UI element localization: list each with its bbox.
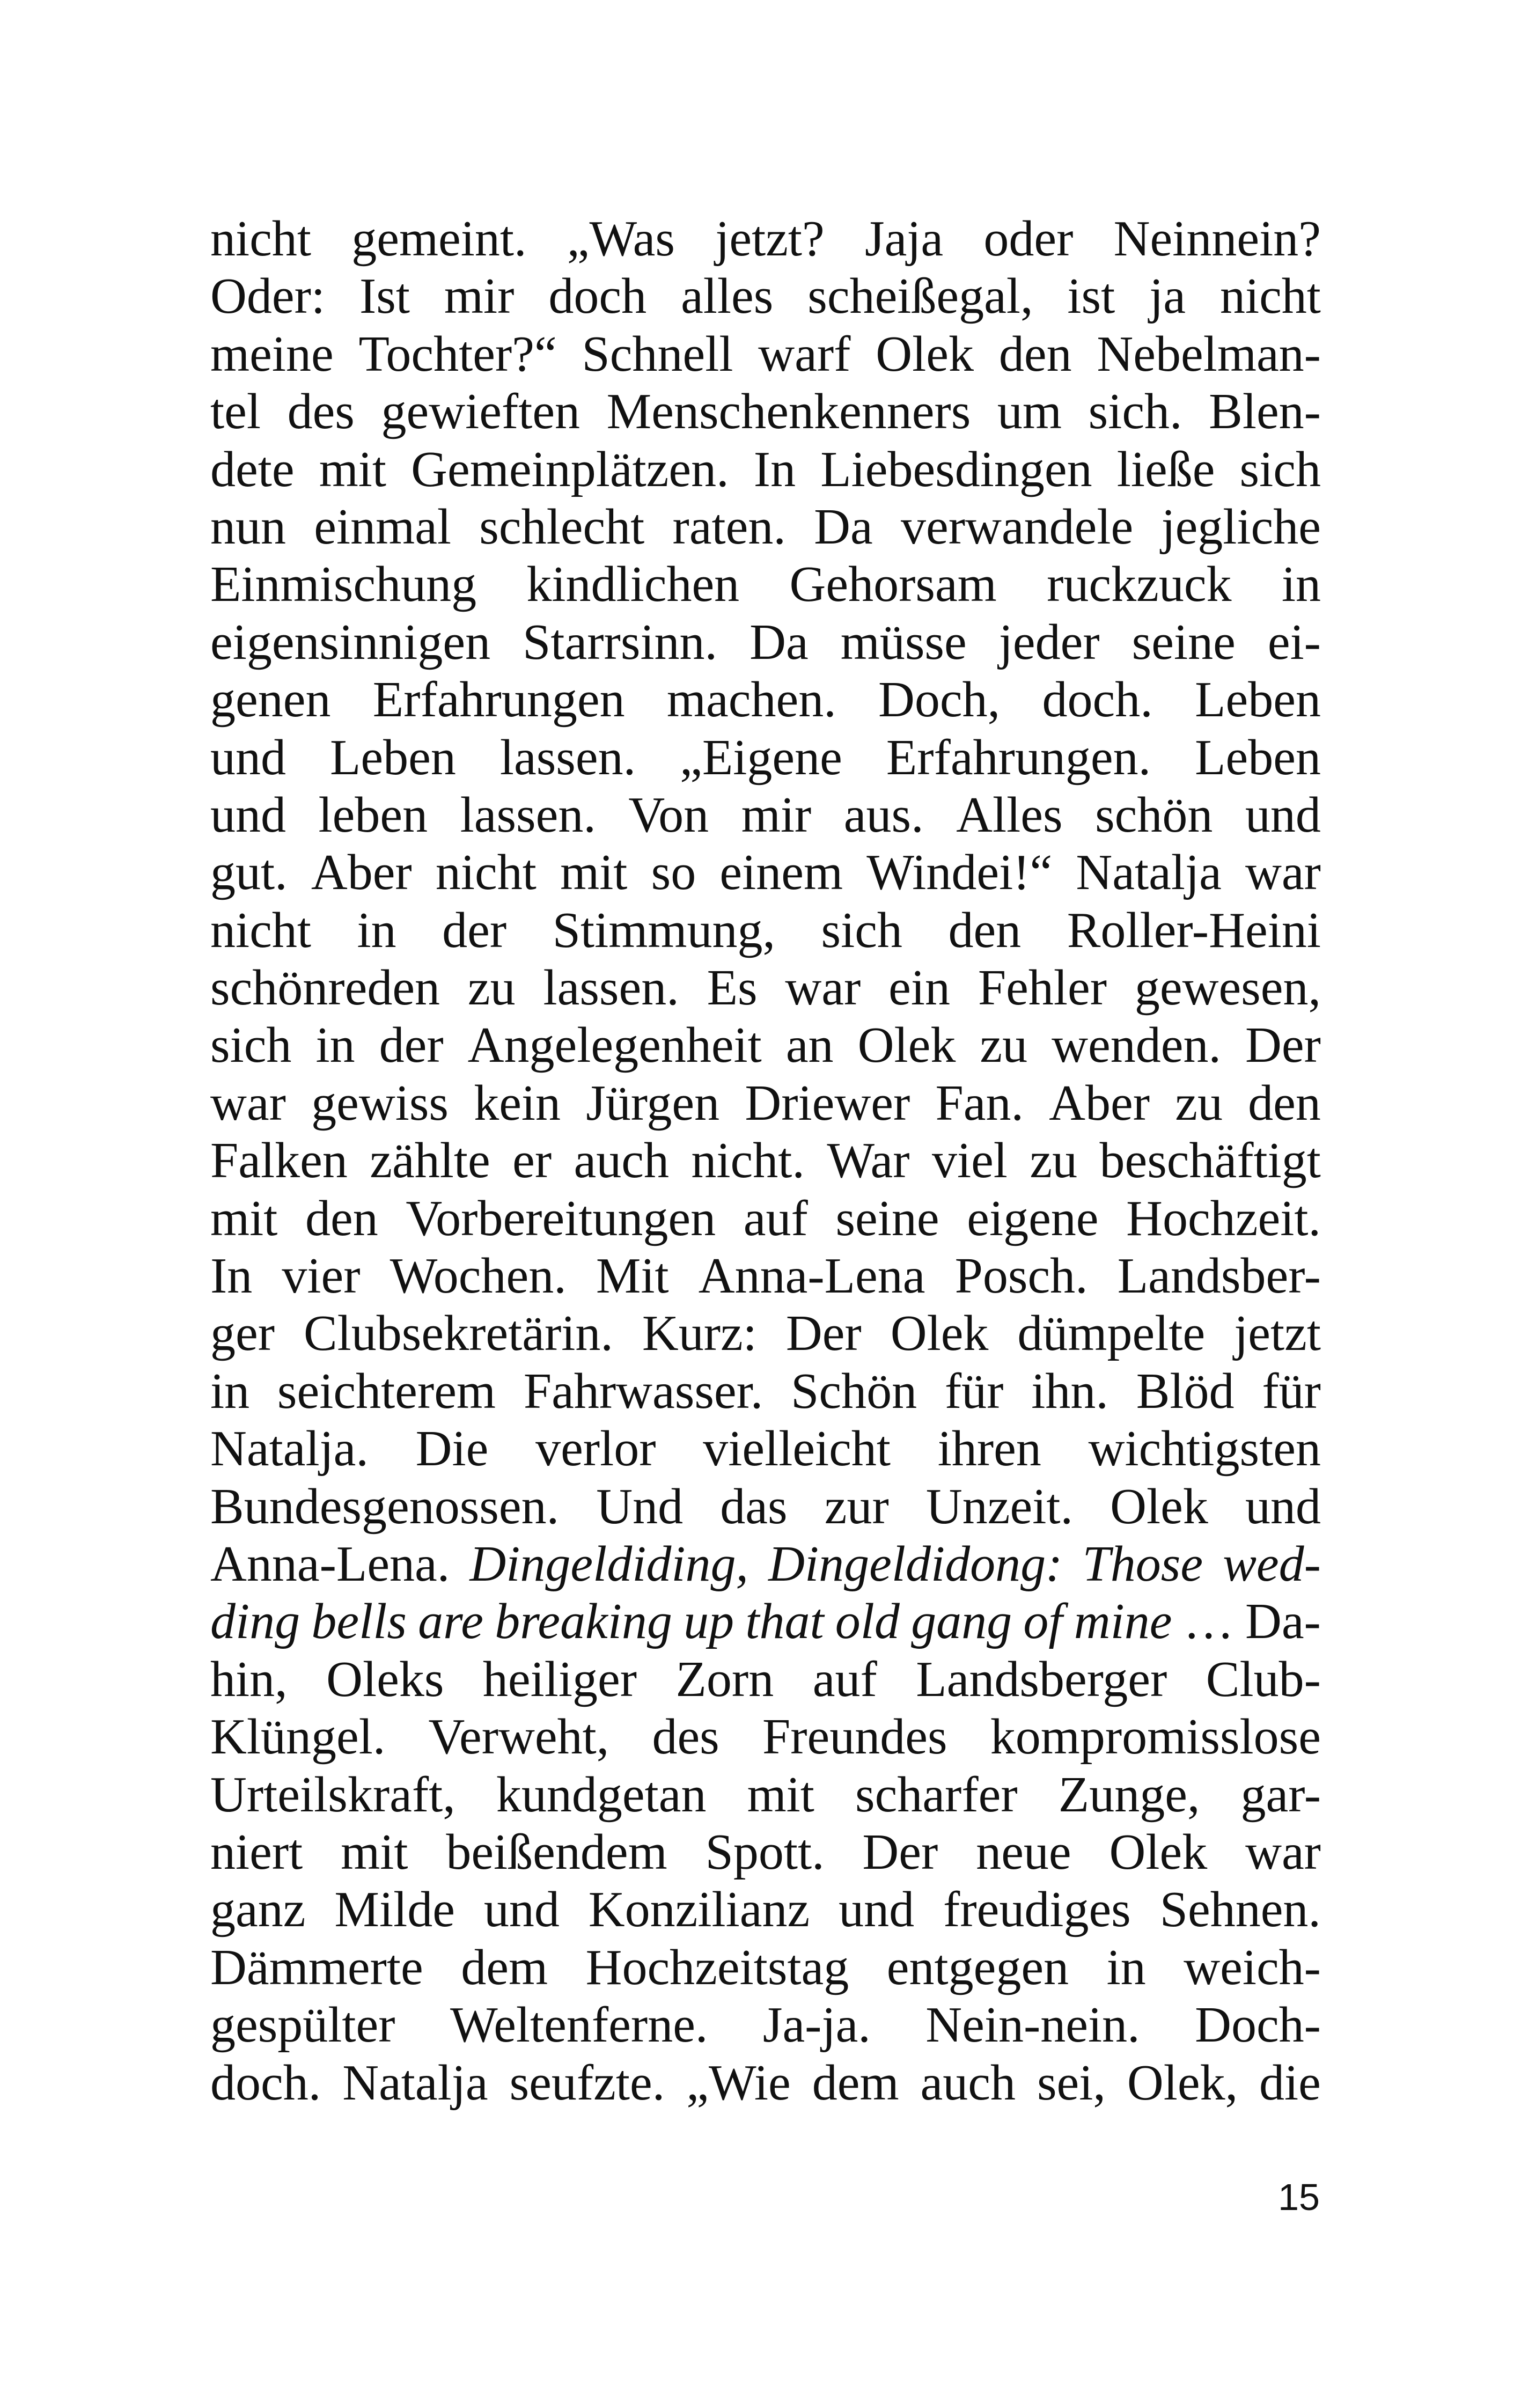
text-line (210, 1881, 1321, 1939)
word: nicht (210, 211, 311, 267)
word: und (210, 787, 286, 843)
word: kindlichen (526, 556, 740, 613)
text-line (210, 1939, 1321, 1996)
word: Zunge, (1058, 1766, 1200, 1823)
word: Dämmerte (210, 1939, 423, 1995)
word: scharfer (855, 1766, 1018, 1823)
text-line (210, 787, 1321, 844)
word: gut. (210, 845, 288, 901)
word: kompromisslose (990, 1709, 1321, 1765)
word: den (998, 326, 1072, 382)
text-line (210, 556, 1321, 613)
word: beißendem (446, 1824, 667, 1880)
word: und (210, 729, 286, 785)
word: Roller-Heini (1067, 902, 1321, 958)
italic-word: Those (1082, 1536, 1203, 1592)
word: an (785, 1017, 834, 1074)
word: In (210, 1248, 253, 1304)
word: Menschenkenners (606, 384, 971, 440)
word: Und (596, 1478, 684, 1535)
word: mit (319, 441, 387, 497)
word: Von (628, 787, 709, 843)
word: Die (415, 1421, 489, 1477)
word: Natalja. (210, 1421, 369, 1477)
italic-word: up (684, 1594, 734, 1650)
word: schlecht (479, 498, 645, 555)
word: freudiges (943, 1882, 1131, 1938)
word: lassen. (499, 729, 636, 785)
word: Unzeit. (925, 1478, 1073, 1535)
text-line (210, 1132, 1321, 1190)
text-line (210, 1651, 1321, 1708)
word: Clubsekretärin. (303, 1305, 613, 1362)
word: Natalja (1076, 845, 1222, 901)
word: Freundes (762, 1709, 947, 1765)
word: Konzilianz (588, 1882, 810, 1938)
word: dete (210, 441, 295, 497)
word: ein (888, 960, 951, 1016)
word: Der (785, 1305, 862, 1362)
word: verwandele (901, 498, 1134, 555)
text-line (210, 441, 1321, 498)
word: Hochzeit. (1126, 1190, 1321, 1246)
word: Stimmung, (552, 902, 775, 958)
text-line (210, 1017, 1321, 1074)
word: Kurz: (642, 1305, 757, 1362)
word: für (944, 1363, 1004, 1419)
word: Anna-Lena. (210, 1536, 450, 1592)
text-line (210, 1996, 1321, 2054)
word: Olek (876, 326, 974, 382)
word: … (1183, 1594, 1234, 1650)
word: kundgetan (496, 1766, 707, 1823)
word: ihren (937, 1421, 1041, 1477)
text-line (210, 1824, 1321, 1881)
italic-word: Dingeldiding, (469, 1536, 748, 1592)
word: Fan. (935, 1075, 1024, 1131)
word: gewieften (381, 384, 581, 440)
word: Nein-nein. (925, 1997, 1140, 2053)
text-line (210, 1075, 1321, 1132)
word: weich- (1184, 1939, 1321, 1995)
word: Landsberger (916, 1651, 1167, 1707)
word: nun (210, 498, 286, 555)
word: vier (282, 1248, 361, 1304)
word: „Eigene (680, 729, 842, 785)
word: Blöd (1136, 1363, 1235, 1419)
word: war (210, 1075, 286, 1131)
italic-word: old (835, 1594, 900, 1650)
word: aus. (843, 787, 924, 843)
text-line (210, 729, 1321, 787)
word: Da (814, 498, 873, 555)
text-line (210, 1766, 1321, 1824)
text-line (210, 1247, 1321, 1305)
word: Aber (311, 845, 412, 901)
text-line (210, 2054, 1321, 2112)
word: Landsber- (1117, 1248, 1321, 1304)
word: Da- (1245, 1594, 1321, 1650)
word: den (305, 1190, 378, 1246)
word: Der (862, 1824, 938, 1880)
word: doch. (210, 2054, 321, 2111)
word: seufzte. (509, 2054, 665, 2111)
word: Wochen. (390, 1248, 567, 1304)
word: auch (920, 2054, 1016, 2111)
word: Spott. (705, 1824, 825, 1880)
word: des (287, 384, 355, 440)
word: sich. (1088, 384, 1182, 440)
word: sich (821, 902, 902, 958)
word: in (357, 902, 396, 958)
word: lassen. (460, 787, 596, 843)
word: dem (812, 2054, 899, 2111)
word: zu (1175, 1075, 1223, 1131)
word: Olek (1109, 1824, 1208, 1880)
word: war (1245, 1824, 1321, 1880)
word: auf (812, 1651, 877, 1707)
word: Der (1245, 1017, 1321, 1074)
text-line (210, 1536, 1321, 1593)
word: Ist (359, 268, 410, 325)
word: eigensinnigen (210, 614, 491, 670)
word: Fehler (978, 960, 1107, 1016)
word: auf (743, 1190, 808, 1246)
word: Oder: (210, 268, 326, 325)
word: Gehorsam (789, 556, 997, 613)
word: entgegen (886, 1939, 1069, 1995)
italic-word: Dingeldidong: (768, 1536, 1063, 1592)
word: Zorn (675, 1651, 774, 1707)
word: gewesen, (1134, 960, 1321, 1016)
word: und (839, 1882, 915, 1938)
word: Da (750, 614, 809, 670)
word: zur (824, 1478, 889, 1535)
word: ruckzuck (1047, 556, 1232, 613)
word: war (1245, 845, 1321, 901)
text-line (210, 326, 1321, 383)
word: die (1259, 2054, 1321, 2111)
word: Olek, (1127, 2054, 1238, 2111)
italic-word: gang (911, 1594, 1012, 1650)
word: Olek (1110, 1478, 1208, 1535)
word: seine (835, 1190, 939, 1246)
word: der (442, 902, 507, 958)
word: jeder (998, 614, 1100, 670)
word: zu (980, 1017, 1028, 1074)
text-line (210, 902, 1321, 959)
word: eigene (967, 1190, 1099, 1246)
word: war (785, 960, 861, 1016)
word: ja (1149, 268, 1186, 325)
word: Leben (1195, 729, 1321, 785)
text-line (210, 671, 1321, 729)
word: meine (210, 326, 334, 382)
word: Hochzeitstag (585, 1939, 849, 1995)
text-line (210, 1190, 1321, 1247)
word: und (1245, 787, 1321, 843)
word: nicht (1219, 268, 1321, 325)
word: Urteilskraft, (210, 1766, 455, 1823)
word: in (1106, 1939, 1146, 1995)
word: raten. (672, 498, 786, 555)
word: er (512, 1133, 552, 1189)
word: für (1262, 1363, 1321, 1419)
word: Leben (1195, 672, 1321, 728)
italic-word: ding (210, 1594, 300, 1650)
word: wenden. (1052, 1017, 1221, 1074)
word: Gemeinplätzen. (411, 441, 729, 497)
word: Jürgen (586, 1075, 720, 1131)
word: Einmischung (210, 556, 477, 613)
italic-word: that (745, 1594, 824, 1650)
word: Natalja (342, 2054, 488, 2111)
word: schön (1095, 787, 1213, 843)
word: Jaja (865, 211, 944, 267)
word: Aber (1049, 1075, 1150, 1131)
word: heiliger (482, 1651, 637, 1707)
word: Doch- (1195, 1997, 1321, 2053)
word: vielleicht (703, 1421, 891, 1477)
word: Liebesdingen (820, 441, 1092, 497)
word: viel (931, 1133, 1008, 1189)
word: sich (210, 1017, 292, 1074)
word: mit (560, 845, 628, 901)
text-line (210, 383, 1321, 441)
word: den (948, 902, 1022, 958)
text-line (210, 844, 1321, 901)
word: Club- (1206, 1651, 1321, 1707)
word: in (315, 1017, 355, 1074)
word: Weltenferne. (450, 1997, 708, 2053)
word: mit (341, 1824, 408, 1880)
word: Klüngel. (210, 1709, 386, 1765)
word: Anna-Lena (698, 1248, 925, 1304)
word: Ja-ja. (762, 1997, 871, 2053)
word: in (1281, 556, 1321, 613)
word: Bundesgenossen. (210, 1478, 560, 1535)
word: niert (210, 1824, 303, 1880)
word: machen. (666, 672, 836, 728)
word: Doch, (878, 672, 1001, 728)
word: Blen- (1209, 384, 1321, 440)
word: alles (681, 268, 774, 325)
word: schönreden (210, 960, 440, 1016)
word: gespülter (210, 1997, 395, 2053)
word: Verweht, (428, 1709, 609, 1765)
word: um (997, 384, 1062, 440)
word: gar- (1240, 1766, 1321, 1823)
text-line (210, 498, 1321, 556)
word: der (379, 1017, 444, 1074)
word: Starrsinn. (523, 614, 718, 670)
word: sich (1239, 441, 1321, 497)
word: Nebelman- (1097, 326, 1321, 382)
word: einmal (314, 498, 452, 555)
word: „Wie (686, 2054, 791, 2111)
word: ihn. (1031, 1363, 1108, 1419)
word: zu (467, 960, 516, 1016)
italic-word: breaking (495, 1594, 672, 1650)
word: einem (719, 845, 843, 901)
word: nicht (210, 902, 311, 958)
word: genen (210, 672, 331, 728)
word: Erfahrungen. (886, 729, 1151, 785)
word: gemeint. (351, 211, 527, 267)
word: Falken (210, 1133, 348, 1189)
word: jetzt (1234, 1305, 1321, 1362)
word: Leben (330, 729, 456, 785)
text-line (210, 1420, 1321, 1478)
word: zu (1030, 1133, 1078, 1189)
word: doch (548, 268, 647, 325)
word: Fahrwasser. (523, 1363, 763, 1419)
word: Neinnein? (1113, 211, 1321, 267)
word: Erfahrungen (372, 672, 625, 728)
word: zählte (370, 1133, 490, 1189)
word: jegliche (1161, 498, 1321, 555)
word: ganz (210, 1882, 306, 1938)
word: Oleks (326, 1651, 444, 1707)
word: seichterem (277, 1363, 496, 1419)
word: oder (983, 211, 1074, 267)
italic-word: mine (1074, 1594, 1172, 1650)
word: hin, (210, 1651, 288, 1707)
text-line (210, 1363, 1321, 1420)
word: beschäftigt (1099, 1133, 1321, 1189)
word: leben (318, 787, 428, 843)
italic-word: bells (311, 1594, 407, 1650)
word: so (651, 845, 696, 901)
word: ließe (1116, 441, 1215, 497)
word: mit (747, 1766, 814, 1823)
word: Es (707, 960, 758, 1016)
word: In (753, 441, 796, 497)
text-line (210, 268, 1321, 325)
word: dem (461, 1939, 548, 1995)
word: lassen. (543, 960, 679, 1016)
word: Driewer (745, 1075, 910, 1131)
word: ei- (1267, 614, 1321, 670)
text-line (210, 959, 1321, 1017)
word: in (210, 1363, 250, 1419)
word: und (483, 1882, 560, 1938)
word: kein (474, 1075, 561, 1131)
word: verlor (535, 1421, 656, 1477)
word: War (827, 1133, 910, 1189)
word: mit (210, 1190, 278, 1246)
text-line (210, 614, 1321, 671)
word: auch (574, 1133, 669, 1189)
word: mir (444, 268, 515, 325)
word: scheißegal, (807, 268, 1033, 325)
word: Mit (596, 1248, 669, 1304)
word: nicht. (691, 1133, 805, 1189)
word: wichtigsten (1088, 1421, 1321, 1477)
word: ger (210, 1305, 275, 1362)
word: Olek (857, 1017, 956, 1074)
text-line (210, 1593, 1321, 1650)
word: müsse (840, 614, 967, 670)
word: warf (758, 326, 851, 382)
word: jetzt? (715, 211, 825, 267)
word: nicht (435, 845, 537, 901)
word: Milde (334, 1882, 455, 1938)
word: Tochter?“ (358, 326, 557, 382)
word: mir (741, 787, 812, 843)
word: seine (1131, 614, 1236, 670)
italic-word: of (1023, 1594, 1063, 1650)
word: neue (976, 1824, 1071, 1880)
italic-word: wed- (1223, 1536, 1321, 1592)
text-line (210, 1708, 1321, 1766)
word: den (1248, 1075, 1321, 1131)
word: Olek (890, 1305, 989, 1362)
text-line (210, 1478, 1321, 1536)
word: sei, (1037, 2054, 1106, 2111)
word: doch. (1042, 672, 1153, 728)
word: dümpelte (1017, 1305, 1206, 1362)
word: tel (210, 384, 261, 440)
word: „Was (567, 211, 675, 267)
word: Schön (791, 1363, 917, 1419)
word: des (652, 1709, 719, 1765)
word: das (720, 1478, 788, 1535)
word: gewiss (311, 1075, 449, 1131)
word: Posch. (954, 1248, 1088, 1304)
word: Schnell (582, 326, 733, 382)
body-text (210, 210, 1321, 2112)
text-line (210, 210, 1321, 268)
italic-word: are (418, 1594, 483, 1650)
word: Sehnen. (1159, 1882, 1321, 1938)
word: Windei!“ (866, 845, 1053, 901)
text-line (210, 1305, 1321, 1362)
word: Alles (956, 787, 1063, 843)
word: ist (1067, 268, 1115, 325)
page-number: 15 (1278, 2176, 1320, 2218)
word: und (1245, 1478, 1321, 1535)
word: Angelegenheit (467, 1017, 762, 1074)
word: Vorbereitungen (406, 1190, 716, 1246)
